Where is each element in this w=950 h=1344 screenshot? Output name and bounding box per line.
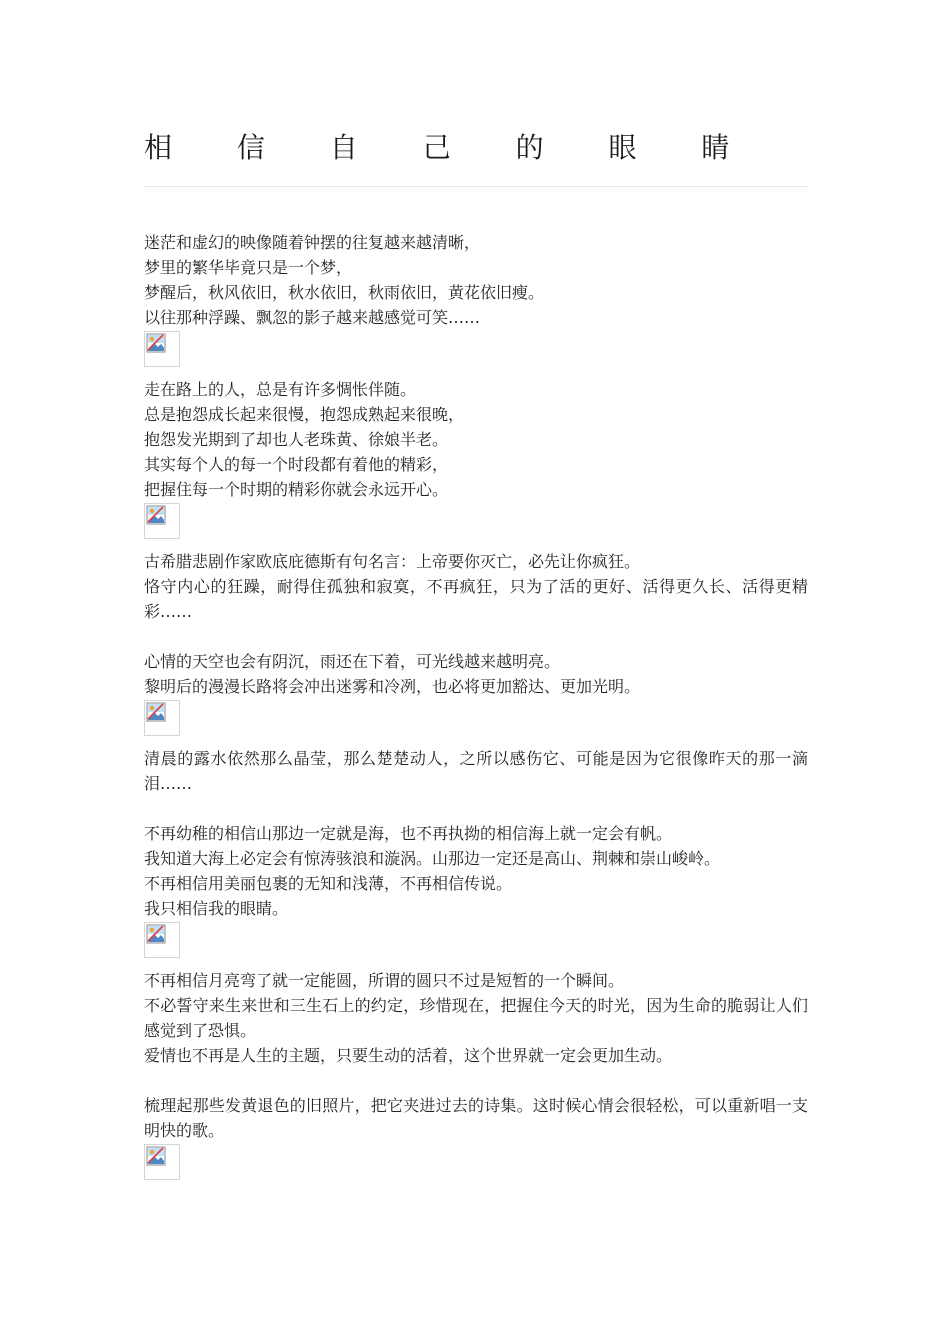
text-line: 梳理起那些发黄退色的旧照片，把它夹进过去的诗集。这时候心情会很轻松，可以重新唱一支明快的歌。 [144, 1096, 808, 1140]
broken-image-icon [144, 700, 180, 736]
text-line: 古希腊悲剧作家欧底庇德斯有句名言：上帝要你灭亡，必先让你疯狂。 [144, 552, 641, 571]
text-line: 不再幼稚的相信山那边一定就是海，也不再执拗的相信海上就一定会有帆。 [144, 824, 673, 843]
text-line: 梦醒后，秋风依旧，秋水依旧，秋雨依旧，黄花依旧瘦。 [144, 283, 545, 302]
broken-image-icon [144, 922, 180, 958]
paragraph-gap [144, 624, 808, 649]
text-line: 总是抱怨成长起来很慢，抱怨成熟起来很晚， [144, 405, 465, 424]
text-line: 梦里的繁华毕竟只是一个梦， [144, 258, 353, 277]
text-line: 不必誓守来生来世和三生石上的约定，珍惜现在，把握住今天的时光，因为生命的脆弱让人们感觉到了恐惧。 [144, 996, 808, 1040]
text-line: 走在路上的人，总是有许多惆怅伴随。 [144, 380, 417, 399]
text-line: 抱怨发光期到了却也人老珠黄、徐娘半老。 [144, 430, 449, 449]
text-line: 我知道大海上必定会有惊涛骇浪和漩涡。山那边一定还是高山、荆棘和崇山峻岭。 [144, 849, 721, 868]
title-divider [144, 186, 808, 187]
text-line: 迷茫和虚幻的映像随着钟摆的往复越来越清晰， [144, 233, 481, 252]
text-line: 爱情也不再是人生的主题，只要生动的活着，这个世界就一定会更加生动。 [144, 1046, 673, 1065]
text-line: 我只相信我的眼睛。 [144, 899, 289, 918]
text-line: 心情的天空也会有阴沉，雨还在下着，可光线越来越明亮。 [144, 652, 561, 671]
document-title: 相 信 自 己 的 眼 睛 [144, 131, 758, 164]
paragraph-gap [144, 1068, 808, 1093]
text-line: 黎明后的漫漫长路将会冲出迷雾和冷冽，也必将更加豁达、更加光明。 [144, 677, 641, 696]
broken-image-icon [144, 331, 180, 367]
text-line: 其实每个人的每一个时段都有着他的精彩， [144, 455, 449, 474]
text-line: 把握住每一个时期的精彩你就会永远开心。 [144, 480, 449, 499]
paragraph-gap [144, 796, 808, 821]
text-line: 清晨的露水依然那么晶莹，那么楚楚动人，之所以感伤它、可能是因为它很像昨天的那一滴泪…… [144, 749, 808, 793]
text-line: 以往那种浮躁、飘忽的影子越来越感觉可笑…… [144, 308, 481, 327]
text-line: 不再相信月亮弯了就一定能圆，所谓的圆只不过是短暂的一个瞬间。 [144, 971, 625, 990]
text-line: 不再相信用美丽包裹的无知和浅薄，不再相信传说。 [144, 874, 513, 893]
text-line: 恪守内心的狂躁，耐得住孤独和寂寞，不再疯狂，只为了活的更好、活得更久长、活得更精彩…… [144, 577, 808, 621]
broken-image-icon [144, 1144, 180, 1180]
document-body [144, 230, 808, 1190]
broken-image-icon [144, 503, 180, 539]
